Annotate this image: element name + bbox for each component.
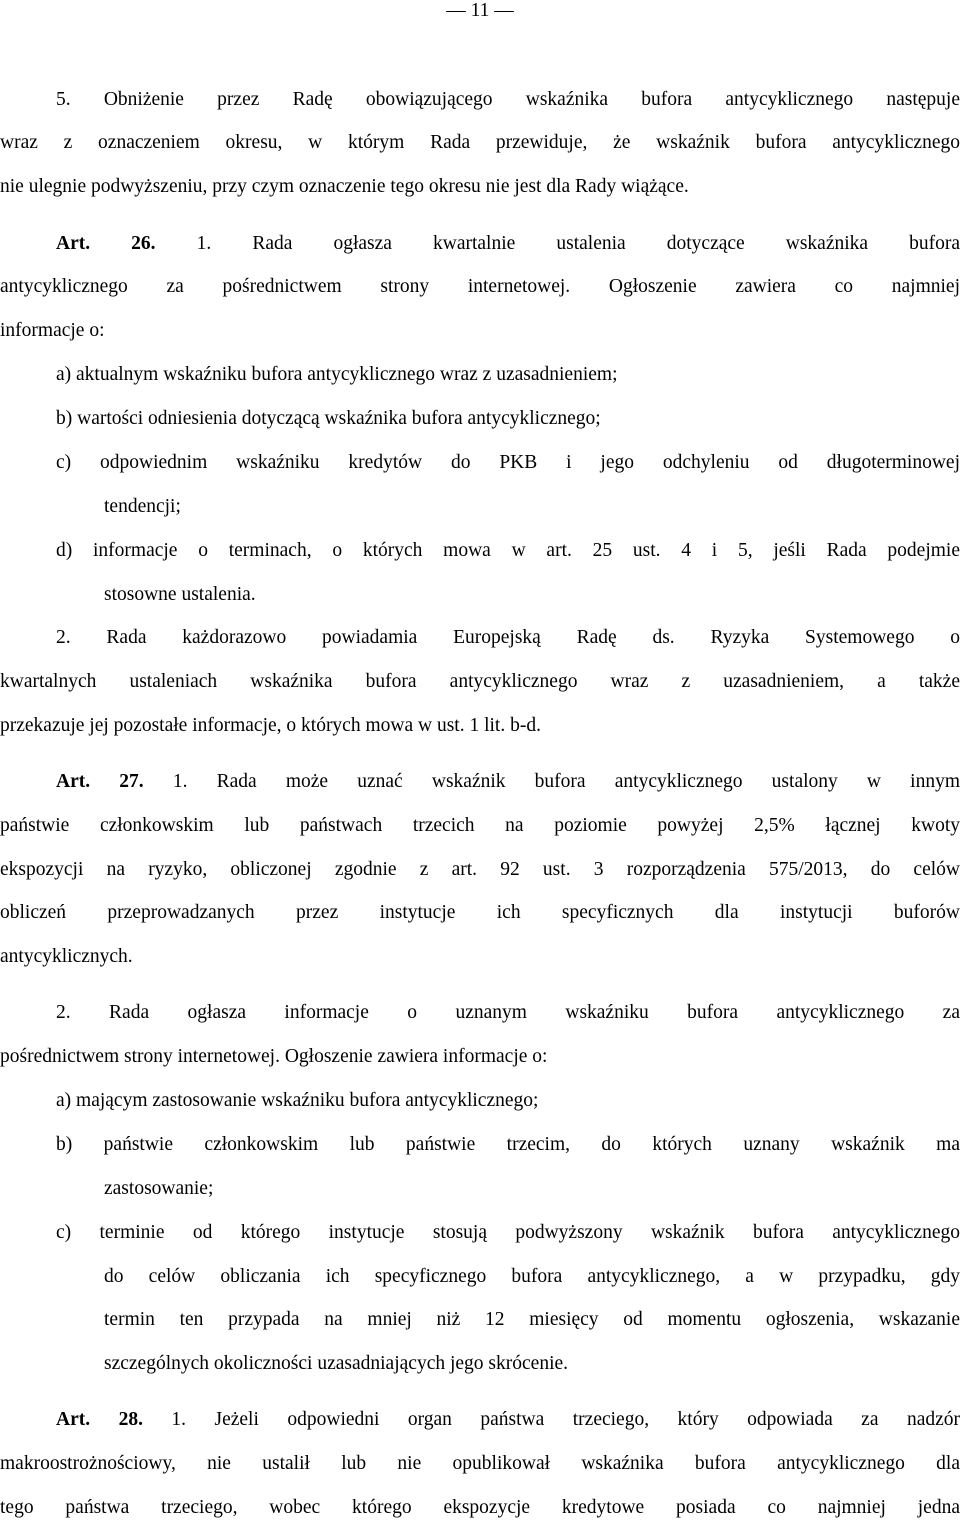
text-line <box>0 898 960 928</box>
text-line <box>0 85 960 115</box>
text-line <box>0 667 960 697</box>
text-line <box>0 767 960 797</box>
line-text: 1. Rada może uznać wskaźnik bufora antycyklicznego ustalony w innym <box>172 771 960 792</box>
line-text: nie ulegnie podwyższeniu, przy czym oznaczenie tego okresu nie jest dla Rady wiążące. <box>0 176 689 197</box>
line-text: informacje o: <box>0 320 105 341</box>
line-text: 2. Rada ogłasza informacje o uznanym wskaźniku bufora antycyklicznego za <box>56 1002 960 1023</box>
text-line <box>0 1449 960 1479</box>
text-line <box>0 998 960 1028</box>
line-text: 1. Rada ogłasza kwartalnie ustalenia dotyczące wskaźnika bufora <box>196 233 960 254</box>
text-line <box>0 1305 960 1335</box>
article-heading: Art. 27. <box>56 771 144 792</box>
line-text: wraz z oznaczeniem okresu, w którym Rada przewiduje, że wskaźnik bufora antycyklicznego <box>0 132 960 153</box>
line-text: b) państwie członkowskim lub państwie trzecim, do których uznany wskaźnik ma <box>56 1134 960 1155</box>
text-line <box>0 404 960 434</box>
line-text: a) mającym zastosowanie wskaźniku bufora antycyklicznego; <box>56 1090 539 1111</box>
line-text: c) terminie od którego instytucje stosują podwyższony wskaźnik bufora antycyklicznego <box>56 1222 960 1243</box>
text-line <box>0 623 960 653</box>
article-heading: Art. 28. <box>56 1409 143 1430</box>
line-text: zastosowanie; <box>104 1178 214 1199</box>
line-text: antycyklicznych. <box>0 946 133 967</box>
text-line <box>0 229 960 259</box>
text-line <box>0 1349 960 1379</box>
page-number: — 11 — <box>446 0 514 21</box>
line-text: 2. Rada każdorazowo powiadamia Europejską Radę ds. Ryzyka Systemowego o <box>56 627 960 648</box>
text-line <box>0 1262 960 1292</box>
line-text: tego państwa trzeciego, wobec którego ekspozycje kredytowe posiada co najmniej jedna <box>0 1497 960 1518</box>
line-text: obliczeń przeprowadzanych przez instytucje ich specyficznych dla instytucji buforów <box>0 902 960 923</box>
line-text: a) aktualnym wskaźniku bufora antycyklicznego wraz z uzasadnieniem; <box>56 364 618 385</box>
text-line <box>0 360 960 390</box>
line-text: ekspozycji na ryzyko, obliczonej zgodnie z art. 92 ust. 3 rozporządzenia 575/2013, do celów <box>0 859 960 880</box>
line-text: do celów obliczania ich specyficznego bufora antycyklicznego, a w przypadku, gdy <box>104 1266 960 1287</box>
text-line <box>0 1042 960 1072</box>
line-text: b) wartości odniesienia dotyczącą wskaźnika bufora antycyklicznego; <box>56 408 601 429</box>
text-line <box>0 942 960 972</box>
article-heading: Art. 26. <box>56 233 156 254</box>
line-text: termin ten przypada na mniej niż 12 miesięcy od momentu ogłoszenia, wskazanie <box>104 1309 960 1330</box>
line-text: antycyklicznego za pośrednictwem strony internetowej. Ogłoszenie zawiera co najmniej <box>0 276 960 297</box>
line-text: d) informacje o terminach, o których mowa w art. 25 ust. 4 i 5, jeśli Rada podejmie <box>56 540 960 561</box>
text-line <box>0 1218 960 1248</box>
text-line <box>0 1086 960 1116</box>
line-text: kwartalnych ustaleniach wskaźnika bufora antycyklicznego wraz z uzasadnieniem, a także <box>0 671 960 692</box>
line-text: państwie członkowskim lub państwach trzecich na poziomie powyżej 2,5% łącznej kwoty <box>0 815 960 836</box>
text-line <box>0 316 960 346</box>
text-line <box>0 855 960 885</box>
line-text: 1. Jeżeli odpowiedni organ państwa trzeciego, który odpowiada za nadzór <box>171 1409 960 1430</box>
line-text: makroostrożnościowy, nie ustalił lub nie opublikował wskaźnika bufora antycyklicznego dla <box>0 1453 960 1474</box>
text-line <box>0 1405 960 1435</box>
text-line <box>0 1493 960 1523</box>
text-line <box>0 128 960 158</box>
text-line <box>0 1130 960 1160</box>
text-line <box>0 580 960 610</box>
text-line <box>0 172 960 202</box>
text-line <box>0 1174 960 1204</box>
text-line <box>0 272 960 302</box>
text-line <box>0 448 960 478</box>
text-line <box>0 811 960 841</box>
line-text: tendencji; <box>104 496 181 517</box>
text-line <box>0 711 960 741</box>
line-text: przekazuje jej pozostałe informacje, o których mowa w ust. 1 lit. b-d. <box>0 715 541 736</box>
line-text: szczególnych okoliczności uzasadniających jego skrócenie. <box>104 1353 569 1374</box>
line-text: 5. Obniżenie przez Radę obowiązującego wskaźnika bufora antycyklicznego następuje <box>56 89 960 110</box>
text-line <box>0 492 960 522</box>
text-line <box>0 536 960 566</box>
line-text: stosowne ustalenia. <box>104 584 256 605</box>
line-text: c) odpowiednim wskaźniku kredytów do PKB i jego odchyleniu od długoterminowej <box>56 452 960 473</box>
line-text: pośrednictwem strony internetowej. Ogłoszenie zawiera informacje o: <box>0 1046 548 1067</box>
